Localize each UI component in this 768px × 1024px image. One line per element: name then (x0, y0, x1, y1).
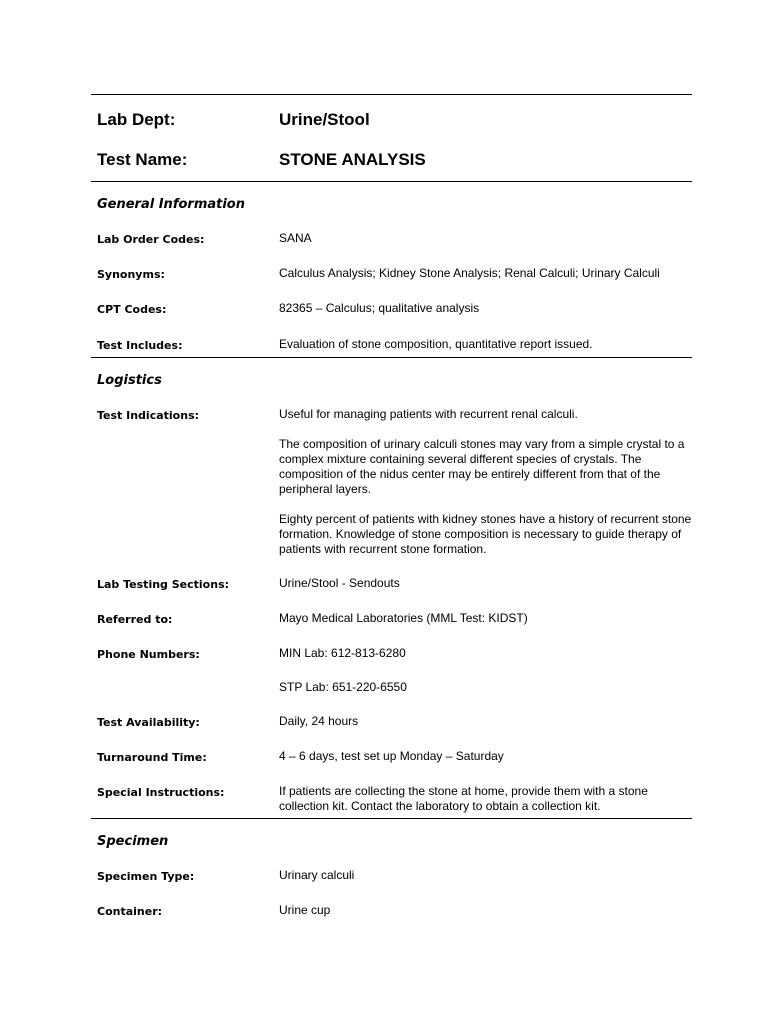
turnaround-time-value: 4 – 6 days, test set up Monday – Saturday (279, 749, 504, 763)
general-rule (91, 357, 692, 358)
container-label: Container: (97, 905, 163, 918)
test-indications-value (279, 407, 692, 557)
general-information-heading: General Information (97, 197, 245, 212)
special-instructions-value: If patients are collecting the stone at home, provide them with a stone collection kit. Contact the laboratory to obtain a collection kit. (279, 784, 648, 813)
container-row (91, 903, 692, 919)
logistics-rule (91, 818, 692, 819)
test-name-label: Test Name: (97, 150, 188, 169)
lab-order-codes-value: SANA (279, 231, 312, 245)
test-includes-label: Test Includes: (97, 339, 183, 352)
lab-order-codes-label: Lab Order Codes: (97, 233, 205, 246)
test-includes-row (91, 337, 692, 353)
synonyms-value: Calculus Analysis; Kidney Stone Analysis; Renal Calculi; Urinary Calculi (279, 266, 660, 280)
test-name-row (91, 150, 692, 170)
cpt-codes-label: CPT Codes: (97, 303, 167, 316)
turnaround-time-label: Turnaround Time: (97, 751, 207, 764)
phone-numbers-value (279, 646, 692, 695)
logistics-heading: Logistics (97, 373, 162, 388)
synonyms-row (91, 266, 692, 282)
test-availability-value: Daily, 24 hours (279, 714, 359, 728)
phone-numbers-row (91, 646, 692, 695)
referred-to-value: Mayo Medical Laboratories (MML Test: KIDST) (279, 611, 528, 625)
indications-paragraph-2: The composition of urinary calculi stones may vary from a simple crystal to a complex mixture containing several different species of crystals. The composition of the nidus center may be entirely different from that of the peripheral layers. (279, 437, 685, 496)
indications-paragraph-3: Eighty percent of patients with kidney stones have a history of recurrent stone formation. Knowledge of stone composition is necessary to guide therapy of patients with recurrent stone formation. (279, 512, 692, 556)
lab-dept-value: Urine/Stool (279, 110, 370, 129)
special-instructions-row (91, 784, 692, 814)
test-availability-label: Test Availability: (97, 716, 200, 729)
lab-order-codes-row (91, 231, 692, 247)
specimen-heading: Specimen (97, 834, 169, 849)
phone-min-lab: MIN Lab: 612-813-6280 (279, 646, 406, 660)
test-indications-label: Test Indications: (97, 409, 200, 422)
phone-numbers-label: Phone Numbers: (97, 648, 200, 661)
cpt-codes-value: 82365 – Calculus; qualitative analysis (279, 301, 480, 315)
turnaround-time-row (91, 749, 692, 765)
test-indications-row (91, 407, 692, 557)
indications-paragraph-1: Useful for managing patients with recurrent renal calculi. (279, 407, 578, 421)
test-includes-value: Evaluation of stone composition, quantitative report issued. (279, 337, 593, 351)
lab-dept-row (91, 110, 692, 130)
referred-to-row (91, 611, 692, 627)
lab-testing-sections-label: Lab Testing Sections: (97, 578, 230, 591)
document-page (91, 94, 692, 919)
referred-to-label: Referred to: (97, 613, 173, 626)
cpt-codes-row (91, 301, 692, 317)
header-rule (91, 181, 692, 182)
lab-testing-sections-row (91, 576, 692, 592)
specimen-type-label: Specimen Type: (97, 870, 195, 883)
test-availability-row (91, 714, 692, 730)
special-instructions-label: Special Instructions: (97, 786, 225, 799)
top-rule (91, 94, 692, 95)
lab-dept-label: Lab Dept: (97, 110, 176, 129)
synonyms-label: Synonyms: (97, 268, 165, 281)
specimen-type-value: Urinary calculi (279, 868, 355, 882)
lab-testing-sections-value: Urine/Stool - Sendouts (279, 576, 400, 590)
test-name-value: STONE ANALYSIS (279, 150, 426, 169)
specimen-type-row (91, 868, 692, 884)
container-value: Urine cup (279, 903, 331, 917)
phone-stp-lab: STP Lab: 651-220-6550 (279, 680, 407, 694)
